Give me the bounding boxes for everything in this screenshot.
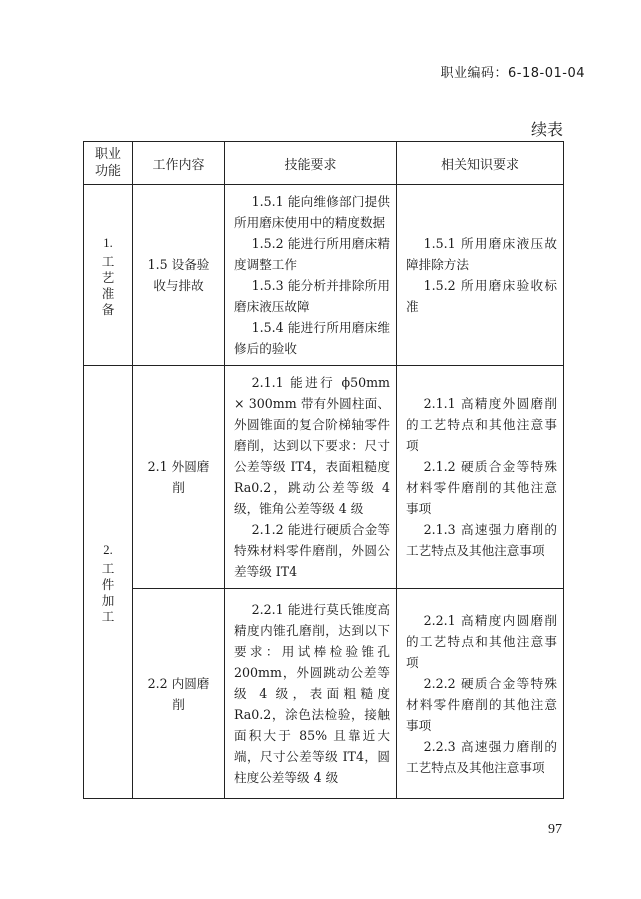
skills-cell xyxy=(225,366,397,589)
skill-item: 2.1.2 能进行硬质合金等特殊材料零件磨削，外圆公差等级 IT4 xyxy=(234,522,390,579)
function-number: 1. xyxy=(103,235,113,250)
table-header-row xyxy=(84,142,564,185)
work-content-cell: 1.5 设备验收与排故 xyxy=(133,185,225,366)
skill-item: 1.5.1 能向维修部门提供所用磨床使用中的精度数据 xyxy=(234,194,390,230)
work-content-cell: 2.1 外圆磨削 xyxy=(133,366,225,589)
knowledge-item: 1.5.1 所用磨床液压故障排除方法 xyxy=(406,236,557,272)
knowledge-item: 2.1.2 硬质合金等特殊材料零件磨削的其他注意事项 xyxy=(406,459,557,516)
knowledge-item: 2.2.2 硬质合金等特殊材料零件磨削的其他注意事项 xyxy=(406,675,557,733)
function-label: 工艺准备 xyxy=(101,253,115,317)
table-row xyxy=(84,185,564,366)
knowledge-item: 2.1.3 高速强力磨削的工艺特点及其他注意事项 xyxy=(406,522,557,558)
table-row xyxy=(84,366,564,589)
skill-item: 1.5.2 能进行所用磨床精度调整工作 xyxy=(234,236,390,272)
function-cell xyxy=(84,185,133,366)
skills-cell xyxy=(225,185,397,366)
header-skills: 技能要求 xyxy=(225,142,397,185)
skills-table xyxy=(83,141,564,799)
header-function: 职业功能 xyxy=(84,142,133,185)
skill-item: 1.5.4 能进行所用磨床维修后的验收 xyxy=(234,320,390,356)
occupation-code: 职业编码：6-18-01-04 xyxy=(440,66,585,81)
knowledge-item: 2.1.1 高精度外圆磨削的工艺特点和其他注意事项 xyxy=(406,396,557,453)
knowledge-cell xyxy=(397,366,564,589)
knowledge-cell xyxy=(397,185,564,366)
knowledge-cell xyxy=(397,589,564,799)
skills-cell xyxy=(225,589,397,799)
knowledge-item: 2.2.3 高速强力磨削的工艺特点及其他注意事项 xyxy=(406,738,557,775)
skill-item: 2.2.1 能进行莫氏锥度高精度内锥孔磨削，达到以下要求：用试棒检验锥孔 200mm，外圆跳动公差等级 4 级，表面粗糙度 Ra0.2，涂色法检验，接触面积大于 85% 且靠近大端，尺寸公差等级 IT4，圆柱度公差等级 4 级 xyxy=(234,602,390,785)
header-content: 工作内容 xyxy=(133,142,225,185)
knowledge-item: 1.5.2 所用磨床验收标准 xyxy=(406,278,557,314)
table-row xyxy=(84,589,564,799)
header-knowledge: 相关知识要求 xyxy=(397,142,564,185)
knowledge-item: 2.2.1 高精度内圆磨削的工艺特点和其他注意事项 xyxy=(406,612,557,670)
function-number: 2. xyxy=(103,542,113,557)
skill-item: 1.5.3 能分析并排除所用磨床液压故障 xyxy=(234,278,390,314)
page-number: 97 xyxy=(548,822,562,837)
work-content-cell: 2.2 内圆磨削 xyxy=(133,589,225,799)
skill-item: 2.1.1 能进行 ϕ50mm × 300mm 带有外圆柱面、外圆锥面的复合阶梯轴零件磨削，达到以下要求：尺寸公差等级 IT4，表面粗糙度 Ra0.2，跳动公差等级 4 级，锥角公差等级 4 级 xyxy=(234,375,390,516)
function-cell xyxy=(84,366,133,799)
function-label: 工件加工 xyxy=(101,560,115,624)
continued-label: 续表 xyxy=(530,120,563,139)
